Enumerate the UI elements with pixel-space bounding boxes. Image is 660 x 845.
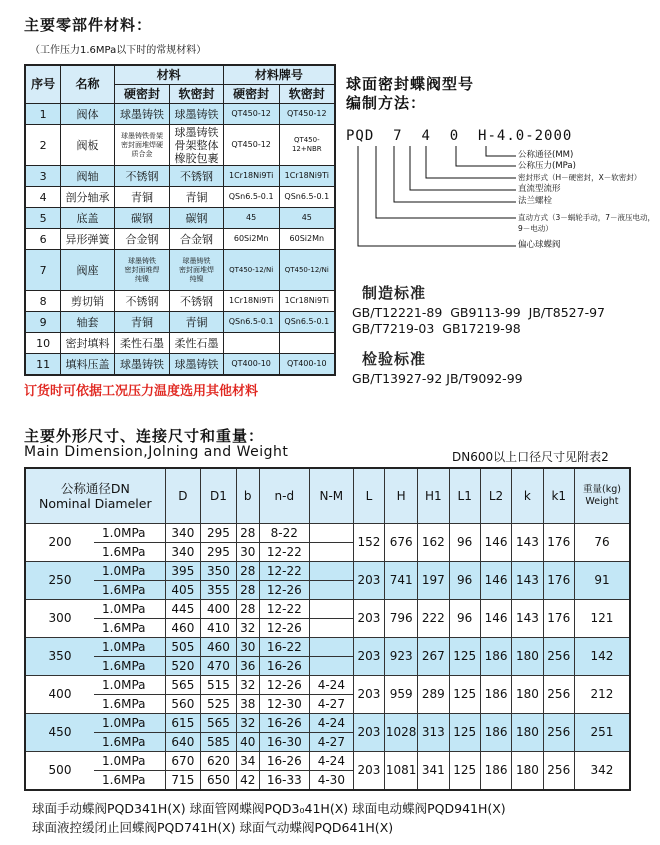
row-D1: 650 [201, 771, 237, 791]
model-code-diagram [346, 128, 656, 268]
row-material-soft: 球墨铸铁 [170, 104, 224, 125]
header-L2: L2 [480, 468, 511, 524]
header-weight: 重量(kg) Weight [574, 468, 630, 524]
row-grade-soft: QSn6.5-0.1 [279, 312, 335, 333]
legend-flow: 直流型流形 [518, 184, 561, 194]
header-k: k [512, 468, 543, 524]
row-k1: 256 [543, 752, 574, 791]
row-wt: 251 [574, 714, 630, 752]
legend-seal: 密封形式（H－硬密封，X－软密封） [518, 173, 642, 182]
row-material-soft: 碳钢 [170, 208, 224, 229]
row-grade-soft: QT450-12 [279, 104, 335, 125]
row-k: 143 [512, 524, 543, 562]
row-H1: 222 [418, 600, 449, 638]
mfg-standard-text: GB/T12221-89 GB9113-99 JB/T8527-97 GB/T7219-03 GB17219-98 [352, 305, 606, 336]
row-L1: 96 [449, 562, 480, 600]
row-grade-hard: QSn6.5-0.1 [223, 312, 279, 333]
row-NM: 4-24 [309, 676, 353, 695]
code-part-seal: H- [478, 128, 497, 144]
row-D1: 295 [201, 543, 237, 562]
header-b: b [236, 468, 259, 524]
dimension-row [25, 562, 630, 581]
row-nd: 16-22 [259, 638, 309, 657]
materials-subtitle: （工作压力1.6MPa以下时的常规材料） [30, 45, 207, 56]
row-L1: 125 [449, 638, 480, 676]
materials-row [25, 166, 335, 187]
row-H1: 313 [418, 714, 449, 752]
row-nd: 12-26 [259, 619, 309, 638]
materials-row [25, 187, 335, 208]
row-no: 4 [25, 187, 61, 208]
row-NM [309, 657, 353, 676]
row-pressure: 1.0MPa [94, 600, 165, 619]
row-k: 180 [512, 638, 543, 676]
row-H: 923 [385, 638, 418, 676]
row-pressure: 1.6MPa [94, 581, 165, 600]
model-code [346, 128, 572, 144]
row-D: 615 [165, 714, 201, 733]
row-wt: 212 [574, 676, 630, 714]
row-L: 203 [353, 638, 384, 676]
dimension-row [25, 524, 630, 543]
header-NM: N-M [309, 468, 353, 524]
row-D: 340 [165, 524, 201, 543]
legend-diameter: 公称通径(MM) [518, 150, 574, 160]
row-H1: 197 [418, 562, 449, 600]
dimensions-note: DN600以上口径尺寸见附表2 [452, 450, 609, 464]
row-k: 180 [512, 676, 543, 714]
row-dn: 450 [25, 714, 94, 752]
row-wt: 76 [574, 524, 630, 562]
row-b: 38 [236, 695, 259, 714]
materials-row [25, 229, 335, 250]
row-pressure: 1.6MPa [94, 657, 165, 676]
row-NM [309, 600, 353, 619]
row-no: 7 [25, 250, 61, 291]
row-k: 180 [512, 752, 543, 791]
row-D: 460 [165, 619, 201, 638]
row-dn: 400 [25, 676, 94, 714]
materials-row [25, 312, 335, 333]
row-pressure: 1.0MPa [94, 676, 165, 695]
row-H: 796 [385, 600, 418, 638]
row-k1: 256 [543, 714, 574, 752]
row-b: 30 [236, 543, 259, 562]
materials-row [25, 291, 335, 312]
row-b: 28 [236, 562, 259, 581]
model-code-lines [346, 146, 521, 268]
row-D1: 400 [201, 600, 237, 619]
row-k1: 256 [543, 638, 574, 676]
row-grade-hard: QT450-12/Ni [223, 250, 279, 291]
row-D: 340 [165, 543, 201, 562]
row-grade-soft [279, 333, 335, 354]
row-NM: 4-24 [309, 752, 353, 771]
row-nd: 16-26 [259, 752, 309, 771]
code-part-pqd: PQD [346, 128, 375, 144]
row-pressure: 1.0MPa [94, 752, 165, 771]
row-material-soft: 球墨铸铁 骨架整体 橡胶包裹 [170, 125, 224, 166]
row-nd: 12-30 [259, 695, 309, 714]
row-NM: 4-30 [309, 771, 353, 791]
dimension-row [25, 638, 630, 657]
row-b: 28 [236, 524, 259, 543]
row-pressure: 1.6MPa [94, 695, 165, 714]
row-L2: 186 [480, 714, 511, 752]
row-no: 1 [25, 104, 61, 125]
row-D: 445 [165, 600, 201, 619]
row-name: 阀座 [61, 250, 115, 291]
row-b: 28 [236, 581, 259, 600]
row-nd: 16-33 [259, 771, 309, 791]
row-nd: 12-22 [259, 562, 309, 581]
row-no: 9 [25, 312, 61, 333]
row-H: 959 [385, 676, 418, 714]
legend-flange: 法兰螺栓 [518, 196, 553, 206]
row-D1: 565 [201, 714, 237, 733]
row-pressure: 1.0MPa [94, 562, 165, 581]
dimensions-title-cn: 主要外形尺寸、连接尺寸和重量： [24, 427, 265, 445]
row-material-soft: 不锈钢 [170, 166, 224, 187]
row-b: 30 [236, 638, 259, 657]
row-grade-hard: QT450-12 [223, 104, 279, 125]
row-material-hard: 球墨铸铁 [114, 104, 169, 125]
row-L2: 146 [480, 524, 511, 562]
row-D1: 350 [201, 562, 237, 581]
row-D1: 585 [201, 733, 237, 752]
row-b: 42 [236, 771, 259, 791]
row-no: 5 [25, 208, 61, 229]
row-name: 底盖 [61, 208, 115, 229]
col-material-soft: 软密封 [170, 85, 224, 104]
header-nd: n-d [259, 468, 309, 524]
row-name: 剖分轴承 [61, 187, 115, 208]
row-grade-hard: QT450-12 [223, 125, 279, 166]
row-L1: 125 [449, 676, 480, 714]
header-L1: L1 [449, 468, 480, 524]
row-dn: 350 [25, 638, 94, 676]
row-no: 8 [25, 291, 61, 312]
row-k: 143 [512, 562, 543, 600]
row-L2: 186 [480, 638, 511, 676]
row-NM [309, 619, 353, 638]
mfg-standard-title: 制造标准 [362, 284, 427, 302]
row-grade-hard: 60Si2Mn [223, 229, 279, 250]
row-D1: 295 [201, 524, 237, 543]
row-D1: 525 [201, 695, 237, 714]
row-D1: 355 [201, 581, 237, 600]
row-material-hard: 不锈钢 [114, 166, 169, 187]
row-name: 阀轴 [61, 166, 115, 187]
row-D: 670 [165, 752, 201, 771]
row-grade-soft: 1Cr18Ni9Ti [279, 291, 335, 312]
header-D: D [165, 468, 201, 524]
row-L1: 125 [449, 714, 480, 752]
row-material-hard: 球墨铸铁 [114, 354, 169, 376]
row-k1: 176 [543, 600, 574, 638]
row-name: 阀体 [61, 104, 115, 125]
row-k1: 176 [543, 562, 574, 600]
row-material-soft: 柔性石墨 [170, 333, 224, 354]
row-grade-hard: 45 [223, 208, 279, 229]
materials-note: 订货时可依据工况压力温度选用其他材料 [24, 384, 259, 399]
row-material-hard: 球墨铸铁骨架 密封面堆焊硬 质合金 [114, 125, 169, 166]
row-name: 轴套 [61, 312, 115, 333]
row-no: 6 [25, 229, 61, 250]
dimension-row [25, 600, 630, 619]
row-nd: 12-22 [259, 543, 309, 562]
row-grade-soft: QSn6.5-0.1 [279, 187, 335, 208]
row-dn: 300 [25, 600, 94, 638]
row-pressure: 1.6MPa [94, 619, 165, 638]
row-L2: 146 [480, 600, 511, 638]
row-NM: 4-27 [309, 733, 353, 752]
row-material-soft: 青铜 [170, 187, 224, 208]
row-nd: 16-26 [259, 657, 309, 676]
dimension-row [25, 714, 630, 733]
row-wt: 142 [574, 638, 630, 676]
row-material-hard: 合金钢 [114, 229, 169, 250]
col-grade-hard: 硬密封 [223, 85, 279, 104]
dimensions-title-en: Main Dimension,Jolning and Weight [24, 444, 289, 460]
row-pressure: 1.6MPa [94, 543, 165, 562]
row-grade-hard: 1Cr18Ni9Ti [223, 291, 279, 312]
row-material-soft: 青铜 [170, 312, 224, 333]
row-grade-soft: 60Si2Mn [279, 229, 335, 250]
row-NM [309, 638, 353, 657]
code-part-diameter: 2000 [534, 128, 573, 144]
row-grade-soft: QT450-12/Ni [279, 250, 335, 291]
row-grade-soft: 45 [279, 208, 335, 229]
row-grade-hard: 1Cr18Ni9Ti [223, 166, 279, 187]
header-H1: H1 [418, 468, 449, 524]
row-b: 32 [236, 676, 259, 695]
row-k1: 256 [543, 676, 574, 714]
legend-drive: 直动方式（3－蜗轮手动，7－液压电动， 9－电动） [518, 213, 656, 233]
row-pressure: 1.0MPa [94, 714, 165, 733]
row-L: 203 [353, 562, 384, 600]
row-D1: 470 [201, 657, 237, 676]
col-no: 序号 [25, 65, 61, 104]
row-D: 395 [165, 562, 201, 581]
row-NM [309, 524, 353, 543]
row-material-hard: 柔性石墨 [114, 333, 169, 354]
row-b: 34 [236, 752, 259, 771]
row-nd: 8-22 [259, 524, 309, 543]
materials-row [25, 125, 335, 166]
materials-row [25, 208, 335, 229]
row-D: 520 [165, 657, 201, 676]
row-material-soft: 球墨铸铁 密封面堆焊 纯镍 [170, 250, 224, 291]
row-D: 640 [165, 733, 201, 752]
footer-line-1: 球面手动蝶阀PQD341H(X) 球面管网蝶阀PQD3₀41H(X) 球面电动蝶阀PQD941H(X) [32, 801, 506, 816]
row-grade-soft: 1Cr18Ni9Ti [279, 166, 335, 187]
materials-row [25, 250, 335, 291]
row-material-hard: 球墨铸铁 密封面堆焊 纯镍 [114, 250, 169, 291]
row-NM [309, 543, 353, 562]
row-NM [309, 581, 353, 600]
row-no: 10 [25, 333, 61, 354]
row-L: 203 [353, 676, 384, 714]
materials-row [25, 354, 335, 376]
row-material-hard: 青铜 [114, 187, 169, 208]
row-b: 36 [236, 657, 259, 676]
row-name: 阀板 [61, 125, 115, 166]
row-H1: 267 [418, 638, 449, 676]
row-nd: 12-26 [259, 581, 309, 600]
dimensions-table [24, 467, 631, 791]
row-L: 203 [353, 752, 384, 791]
row-H: 1028 [385, 714, 418, 752]
row-name: 剪切销 [61, 291, 115, 312]
row-H1: 289 [418, 676, 449, 714]
row-grade-hard: QT400-10 [223, 354, 279, 376]
row-k1: 176 [543, 524, 574, 562]
row-wt: 91 [574, 562, 630, 600]
row-material-hard: 碳钢 [114, 208, 169, 229]
row-pressure: 1.0MPa [94, 638, 165, 657]
row-material-soft: 合金钢 [170, 229, 224, 250]
materials-row [25, 104, 335, 125]
row-H: 676 [385, 524, 418, 562]
row-k: 180 [512, 714, 543, 752]
model-title: 球面密封蝶阀型号 编制方法： [346, 75, 475, 112]
row-no: 3 [25, 166, 61, 187]
row-pressure: 1.6MPa [94, 771, 165, 791]
col-grade-soft: 软密封 [279, 85, 335, 104]
row-H: 741 [385, 562, 418, 600]
row-material-hard: 青铜 [114, 312, 169, 333]
row-name: 填料压盖 [61, 354, 115, 376]
row-pressure: 1.6MPa [94, 733, 165, 752]
row-nd: 12-22 [259, 600, 309, 619]
row-wt: 342 [574, 752, 630, 791]
row-L: 152 [353, 524, 384, 562]
inspection-standard-title: 检验标准 [362, 350, 427, 368]
row-H1: 341 [418, 752, 449, 791]
code-part-drive: 7 [393, 128, 403, 144]
header-k1: k1 [543, 468, 574, 524]
row-k: 143 [512, 600, 543, 638]
row-L2: 186 [480, 676, 511, 714]
dimension-row [25, 676, 630, 695]
code-part-structure: 0 [449, 128, 460, 144]
col-material: 材料 [114, 65, 223, 85]
header-dn: 公称通径DN Nominal Diameler [25, 468, 165, 524]
code-part-connection: 4 [421, 128, 431, 144]
row-nd: 16-30 [259, 733, 309, 752]
row-NM: 4-24 [309, 714, 353, 733]
row-L1: 96 [449, 600, 480, 638]
row-grade-soft: QT400-10 [279, 354, 335, 376]
row-L2: 186 [480, 752, 511, 791]
row-nd: 16-26 [259, 714, 309, 733]
legend-pressure: 公称压力(MPa) [518, 161, 576, 171]
row-no: 11 [25, 354, 61, 376]
row-name: 密封填料 [61, 333, 115, 354]
row-b: 28 [236, 600, 259, 619]
row-H1: 162 [418, 524, 449, 562]
row-name: 异形弹簧 [61, 229, 115, 250]
row-dn: 200 [25, 524, 94, 562]
row-D: 560 [165, 695, 201, 714]
inspection-standard-text: GB/T13927-92 JB/T9092-99 [352, 371, 523, 386]
row-L2: 146 [480, 562, 511, 600]
row-grade-soft: QT450-12+NBR [279, 125, 335, 166]
legend-type: 偏心球蝶阀 [518, 240, 561, 250]
row-b: 40 [236, 733, 259, 752]
materials-row [25, 333, 335, 354]
row-L1: 125 [449, 752, 480, 791]
row-grade-hard: QSn6.5-0.1 [223, 187, 279, 208]
row-D: 565 [165, 676, 201, 695]
row-material-soft: 球墨铸铁 [170, 354, 224, 376]
dimension-row [25, 752, 630, 771]
col-grade: 材料牌号 [223, 65, 335, 85]
row-D: 405 [165, 581, 201, 600]
col-material-hard: 硬密封 [114, 85, 169, 104]
row-D: 505 [165, 638, 201, 657]
header-L: L [353, 468, 384, 524]
row-D: 715 [165, 771, 201, 791]
col-name: 名称 [61, 65, 115, 104]
header-D1: D1 [201, 468, 237, 524]
header-H: H [385, 468, 418, 524]
materials-table [24, 64, 336, 376]
row-D1: 620 [201, 752, 237, 771]
row-pressure: 1.0MPa [94, 524, 165, 543]
row-dn: 500 [25, 752, 94, 791]
row-material-hard: 不锈钢 [114, 291, 169, 312]
row-D1: 515 [201, 676, 237, 695]
row-material-soft: 不锈钢 [170, 291, 224, 312]
row-nd: 12-26 [259, 676, 309, 695]
footer-line-2: 球面液控缓闭止回蝶阀PQD741H(X) 球面气动蝶阀PQD641H(X) [32, 820, 394, 835]
row-D1: 460 [201, 638, 237, 657]
row-b: 32 [236, 619, 259, 638]
row-D1: 410 [201, 619, 237, 638]
code-part-pressure: 4.0- [496, 128, 535, 144]
row-NM [309, 562, 353, 581]
row-H: 1081 [385, 752, 418, 791]
row-L: 203 [353, 714, 384, 752]
row-L: 203 [353, 600, 384, 638]
row-NM: 4-27 [309, 695, 353, 714]
row-no: 2 [25, 125, 61, 166]
row-b: 32 [236, 714, 259, 733]
row-grade-hard [223, 333, 279, 354]
materials-title: 主要零部件材料： [24, 16, 153, 34]
row-wt: 121 [574, 600, 630, 638]
row-L1: 96 [449, 524, 480, 562]
row-dn: 250 [25, 562, 94, 600]
